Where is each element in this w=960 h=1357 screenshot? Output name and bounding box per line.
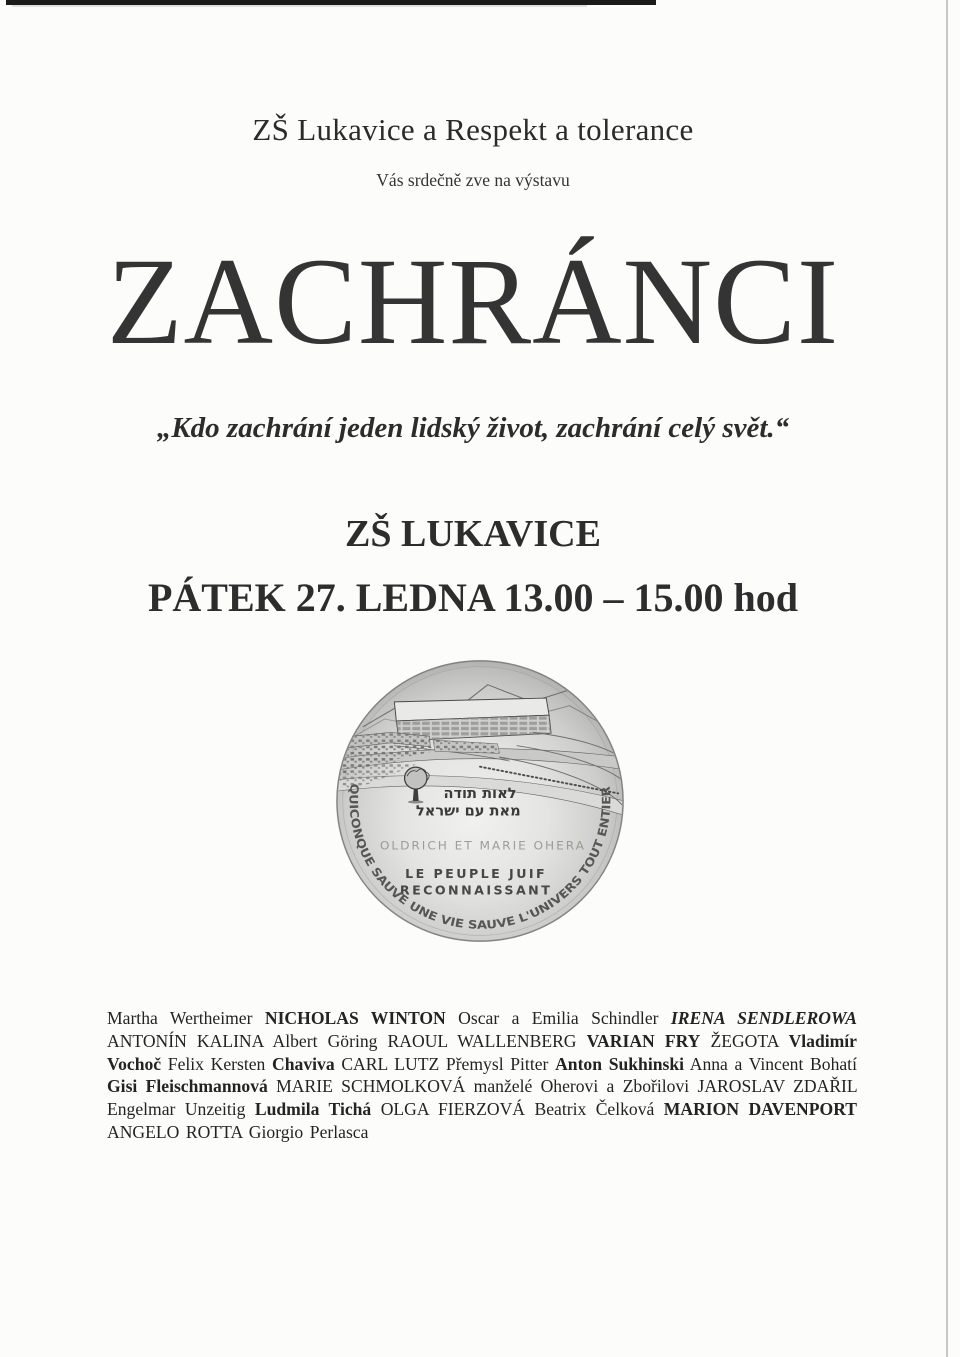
medal-engraved-names: OLDRICH ET MARIE OHERA: [379, 838, 586, 853]
rescuer-name: Anton Sukhinski: [555, 1053, 685, 1074]
rescuer-name: RAOUL WALLENBERG: [387, 1030, 577, 1051]
rescuer-name: Albert Göring: [272, 1030, 378, 1051]
rescuer-name: Felix Kersten: [167, 1053, 266, 1074]
rescuer-name: CARL LUTZ: [341, 1053, 440, 1074]
svg-text:LE PEUPLE JUIF: LE PEUPLE JUIF: [405, 866, 548, 882]
rescuer-name: Ludmila Tichá: [254, 1099, 372, 1120]
venue-line: ZŠ LUKAVICE: [345, 513, 601, 555]
names-paragraph: [107, 1007, 857, 1144]
rescuer-name: MARION DAVENPORT: [663, 1099, 858, 1120]
rescuer-name: Martha Wertheimer: [107, 1008, 253, 1028]
rescuer-name: Engelmar Unzeitig: [107, 1099, 246, 1120]
svg-text:לאות תודה: לאות תודה: [443, 786, 517, 803]
scan-artifact-top-bar-shadow: [12, 5, 587, 7]
rescuer-name: Gisi Fleischmannová: [107, 1076, 268, 1097]
invitation-line: Vás srdečně zve na výstavu: [376, 170, 570, 190]
rescuer-name: VARIAN FRY: [586, 1030, 701, 1051]
rescuer-name: Giorgio Perlasca: [248, 1121, 369, 1142]
quote-line: „Kdo zachrání jeden lidský život, zachrání celý svět.“: [156, 412, 790, 444]
rescuer-name: Oscar a Emilia Schindler: [458, 1008, 659, 1028]
rescuer-name: MARIE SCHMOLKOVÁ: [276, 1076, 466, 1097]
rescuer-name: IRENA SENDLEROWA: [670, 1008, 857, 1028]
rescuer-name: ANTONÍN KALINA: [107, 1030, 264, 1051]
rescuer-name: NICHOLAS WINTON: [264, 1008, 446, 1028]
rescuer-name: Chaviva: [272, 1053, 335, 1074]
date-time-line: PÁTEK 27. LEDNA 13.00 – 15.00 hod: [147, 575, 799, 620]
rescuer-name: OLGA FIERZOVÁ: [380, 1099, 526, 1120]
rescuer-name: Přemysl Pitter: [445, 1053, 549, 1074]
organizer-line: ZŠ Lukavice a Respekt a tolerance: [252, 112, 694, 147]
medal-dedication-text: [400, 866, 552, 897]
rescuer-name: JAROSLAV ZDAŘIL: [697, 1076, 858, 1097]
exhibition-title: ZACHRÁNCI: [106, 233, 840, 370]
svg-text:RECONNAISSANT: RECONNAISSANT: [399, 882, 553, 898]
rescuer-name: manželé Oherovi a Zbořilovi: [473, 1076, 690, 1097]
rescuer-name: Beatrix Čelková: [534, 1099, 655, 1120]
medal-image: [334, 658, 626, 944]
rescuer-name: ANGELO ROTTA: [107, 1121, 243, 1142]
medal-rim-text: QUICONQUE SAUVE UNE VIE SAUVE L'UNIVERS TOUT ENTIER: [346, 782, 614, 932]
rescuer-name: Vladimír Vochoč: [107, 1030, 857, 1074]
rescuer-name: ŽEGOTA: [710, 1030, 779, 1051]
svg-text:מאת עם ישראל: מאת עם ישראל: [415, 803, 521, 820]
scan-artifact-right-line: [946, 0, 948, 1357]
rescuer-name: Anna a Vincent Bohatí: [689, 1053, 857, 1074]
